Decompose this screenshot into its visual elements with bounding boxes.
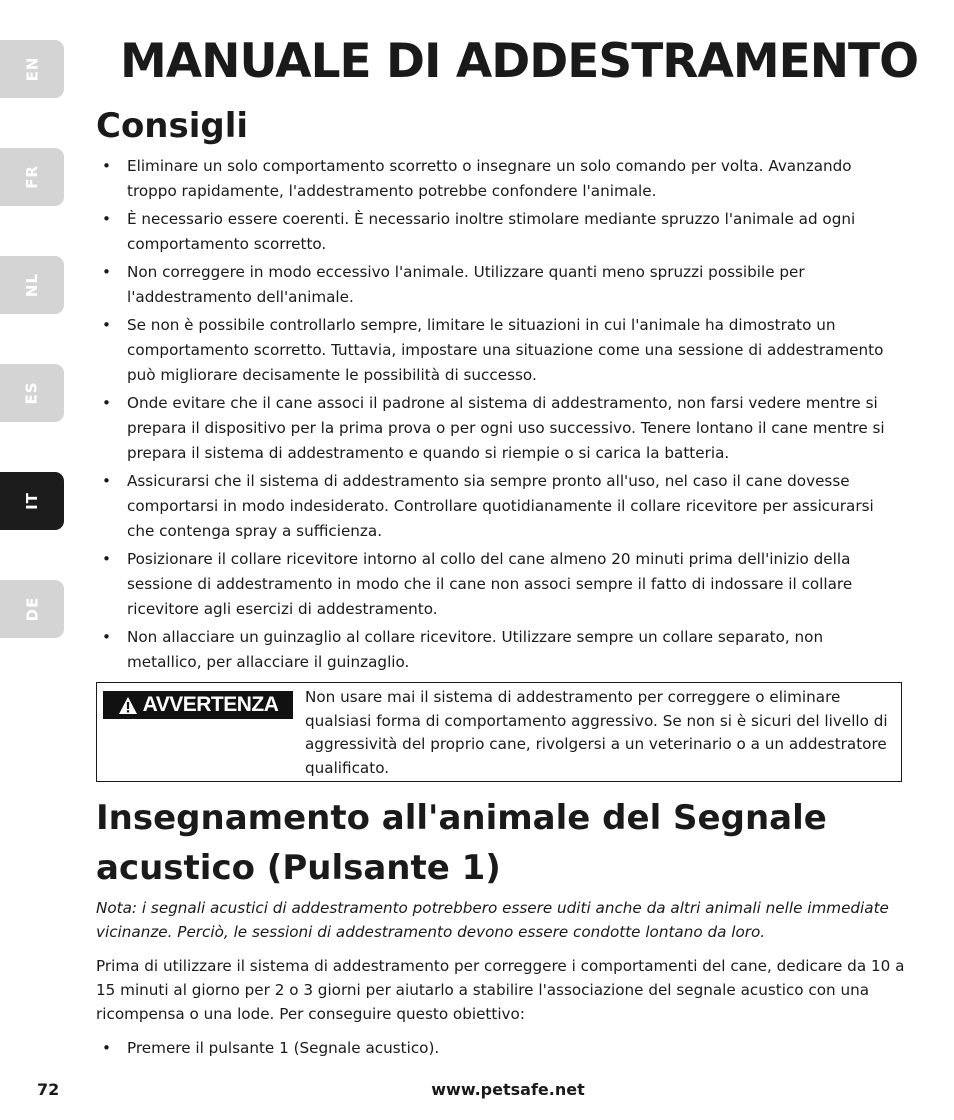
tab-es-label: ES [23, 381, 41, 405]
warning-box [96, 682, 902, 782]
warning-label-text: AVVERTENZA [142, 693, 279, 716]
list-item: • Se non è possibile controllarlo sempre, limitare le situazioni in cui l'animale ha dimostrato un comportamento scorretto. Tuttavia, impostare una situazione come una sessione di addestramento può migliorare decisamente le possibilità di successo. [96, 313, 896, 388]
tab-fr[interactable] [0, 148, 64, 206]
tab-en-label: EN [23, 56, 41, 82]
tips-heading: Consigli [96, 106, 249, 146]
steps-list [96, 1036, 896, 1064]
tab-de[interactable] [0, 580, 64, 638]
website-link[interactable]: www.petsafe.net [431, 1080, 585, 1099]
intro-paragraph: Prima di utilizzare il sistema di addestramento per correggere i comportamenti del cane, dedicare da 10 a 15 minuti al giorno per 2 o 3 giorni per aiutarlo a stabilire l'associazione del segnale acustico con una ricompensa o una lode. Per conseguire questo obiettivo: [96, 957, 905, 1023]
tips-list [96, 154, 896, 678]
tab-it-label: IT [22, 492, 41, 510]
list-item: • Non correggere in modo eccessivo l'animale. Utilizzare quanti meno spruzzi possibile per l'addestramento dell'animale. [96, 260, 896, 310]
list-item: • Posizionare il collare ricevitore intorno al collo del cane almeno 20 minuti prima dell'inizio della sessione di addestramento in modo che il cane non associ sempre il fatto di indossare il collare ricevitore agli esercizi di addestramento. [96, 547, 896, 622]
audio-heading-line2: acustico (Pulsante 1) [96, 848, 501, 888]
language-tabs [0, 0, 66, 1120]
page-number: 72 [37, 1080, 60, 1099]
page-title: MANUALE DI ADDESTRAMENTO [120, 34, 919, 89]
list-item: • Assicurarsi che il sistema di addestramento sia sempre pronto all'uso, nel caso il cane dovesse comportarsi in modo indesiderato. Controllare quotidianamente il collare ricevitore per assicurarsi che contenga spray a sufficienza. [96, 469, 896, 544]
tab-en[interactable] [0, 40, 64, 98]
tab-de-label: DE [22, 596, 41, 622]
warning-label [103, 691, 293, 719]
tab-it[interactable] [0, 472, 64, 530]
tab-nl[interactable] [0, 256, 64, 314]
warning-text: Non usare mai il sistema di addestramento per correggere o eliminare qualsiasi forma di comportamento aggressivo. Se non si è sicuri del livello di aggressività del proprio cane, rivolgersi a un veterinario o a un addestratore qualificato. [305, 688, 888, 777]
tab-es[interactable] [0, 364, 64, 422]
list-item: • Onde evitare che il cane associ il padrone al sistema di addestramento, non farsi vedere mentre si prepara il dispositivo per la prima prova o per ogni uso successivo. Tenere lontano il cane mentre si prepara il sistema di addestramento e quando si riempie o si carica la batteria. [96, 391, 896, 466]
list-item: • Premere il pulsante 1 (Segnale acustico). [96, 1036, 896, 1061]
note-text: Nota: i segnali acustici di addestramento potrebbero essere uditi anche da altri animali nelle immediate vicinanze. Perciò, le sessioni di addestramento devono essere condotte lontano da loro. [96, 899, 889, 941]
tab-fr-label: FR [22, 165, 41, 189]
list-item: • È necessario essere coerenti. È necessario inoltre stimolare mediante spruzzo l'animale ad ogni comportamento scorretto. [96, 207, 896, 257]
tab-nl-label: NL [23, 272, 41, 298]
list-item: • Non allacciare un guinzaglio al collare ricevitore. Utilizzare sempre un collare separato, non metallico, per allacciare il guinzaglio. [96, 625, 896, 675]
audio-heading-line1: Insegnamento all'animale del Segnale [96, 798, 827, 838]
list-item: • Eliminare un solo comportamento scorretto o insegnare un solo comando per volta. Avanzando troppo rapidamente, l'addestramento potrebbe confondere l'animale. [96, 154, 896, 204]
warning-triangle-icon [118, 696, 138, 715]
